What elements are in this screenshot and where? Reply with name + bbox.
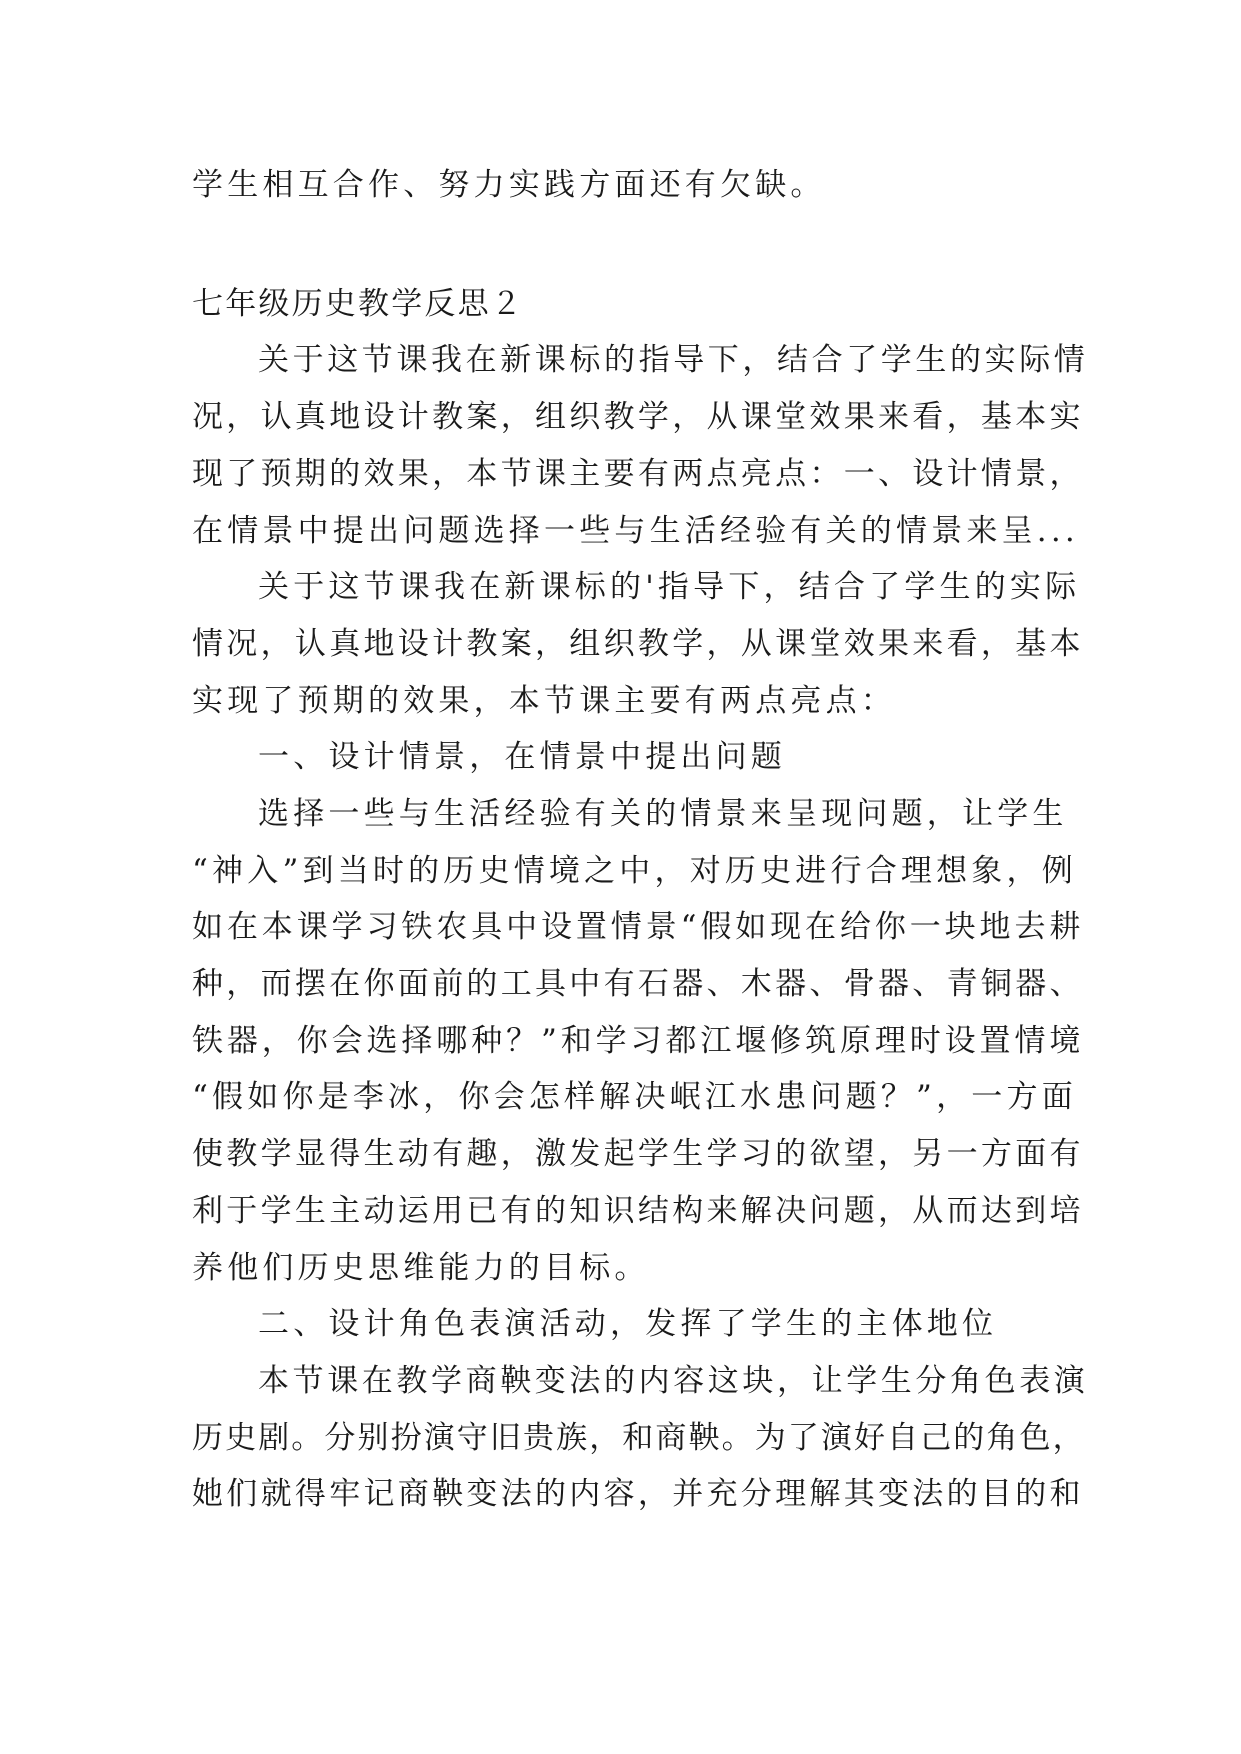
continuation-line: 学生相互合作、努力实践方面还有欠缺。	[192, 167, 826, 203]
point-two-line: 她们就得牢记商鞅变法的内容，并充分理解其变法的目的和	[192, 1476, 1084, 1512]
body-line: 实现了预期的效果，本节课主要有两点亮点：	[192, 683, 896, 719]
summary-line: 在情景中提出问题选择一些与生活经验有关的情景来呈...	[192, 513, 1079, 549]
body-line: 关于这节课我在新课标的'指导下，结合了学生的实际	[258, 569, 1081, 605]
point-one-line: 使教学显得生动有趣，激发起学生学习的欲望，另一方面有	[192, 1136, 1084, 1172]
point-two-heading: 二、设计角色表演活动，发挥了学生的主体地位	[258, 1306, 998, 1342]
point-two-line: 历史剧。分别扮演守旧贵族，和商鞅。为了演好自己的角色，	[192, 1420, 1086, 1456]
section-title: 七年级历史教学反思２	[192, 286, 524, 322]
body-line: 情况，认真地设计教案，组织教学，从课堂效果来看，基本	[192, 626, 1084, 662]
point-one-line: 种，而摆在你面前的工具中有石器、木器、骨器、青铜器、	[192, 966, 1084, 1002]
point-one-line: “假如你是李冰，你会怎样解决岷江水患问题？”，一方面	[192, 1079, 1077, 1115]
point-one-line: 利于学生主动运用已有的知识结构来解决问题，从而达到培	[192, 1193, 1084, 1229]
point-one-line: 如在本课学习铁农具中设置情景“假如现在给你一块地去耕	[192, 909, 1085, 945]
summary-line: 关于这节课我在新课标的指导下，结合了学生的实际情	[258, 342, 1089, 378]
point-one-line: “神入”到当时的历史情境之中，对历史进行合理想象，例	[192, 853, 1077, 889]
point-one-line: 铁器，你会选择哪种？”和学习都江堰修筑原理时设置情境	[192, 1023, 1085, 1059]
point-two-line: 本节课在教学商鞅变法的内容这块，让学生分角色表演	[258, 1363, 1089, 1399]
point-one-heading: 一、设计情景，在情景中提出问题	[258, 739, 786, 775]
summary-line: 况，认真地设计教案，组织教学，从课堂效果来看，基本实	[192, 399, 1084, 435]
summary-line: 现了预期的效果，本节课主要有两点亮点：一、设计情景，	[192, 456, 1084, 492]
point-one-line: 选择一些与生活经验有关的情景来呈现问题，让学生	[258, 796, 1068, 832]
point-one-line: 养他们历史思维能力的目标。	[192, 1250, 650, 1286]
